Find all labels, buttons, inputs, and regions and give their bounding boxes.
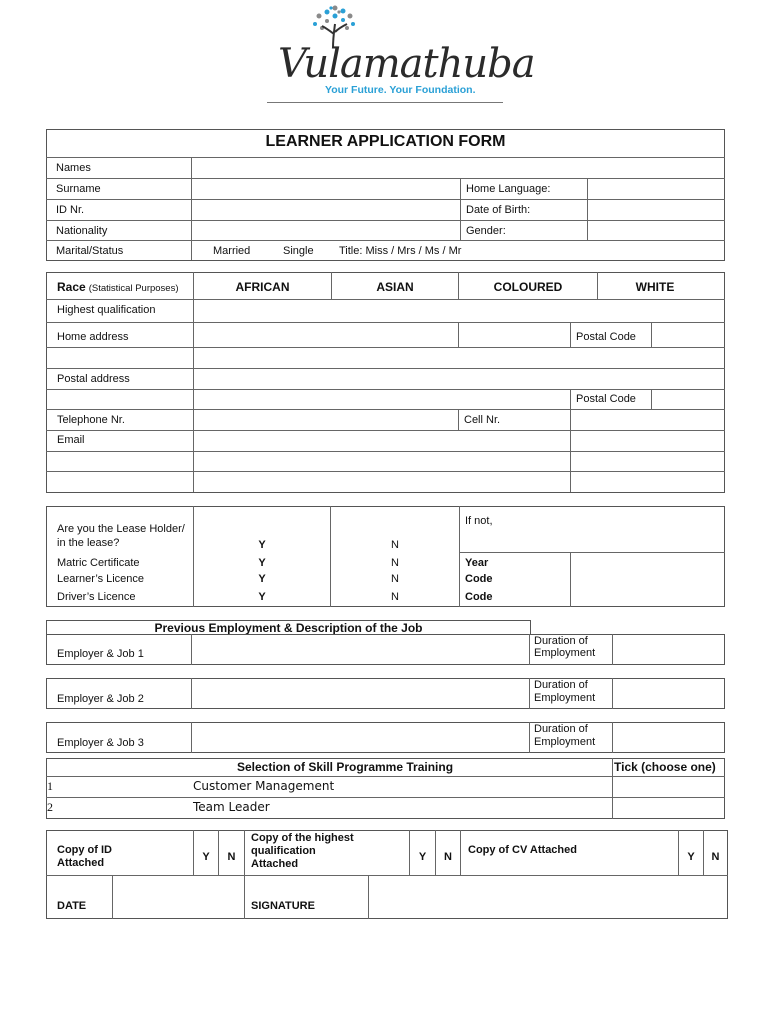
surname-label: Surname (56, 183, 101, 195)
title-options[interactable]: Title: Miss / Mrs / Ms / Mr (339, 245, 462, 257)
single-option[interactable]: Single (283, 245, 314, 257)
learners-licence-label: Learner’s Licence (57, 573, 145, 585)
matric-n[interactable]: N (391, 557, 399, 569)
race-option-coloured[interactable]: COLOURED (493, 280, 563, 294)
telephone-field[interactable] (194, 410, 457, 429)
matric-y[interactable]: Y (258, 557, 266, 569)
telephone-label: Telephone Nr. (57, 414, 125, 426)
duration-2-line1: Duration of (534, 679, 588, 691)
gender-label: Gender: (466, 225, 506, 237)
cell-label: Cell Nr. (464, 414, 501, 426)
duration-2-line2: Employment (534, 692, 596, 704)
nationality-field[interactable] (192, 221, 459, 239)
copy-cv-n[interactable]: N (711, 851, 720, 863)
duration-3-line1: Duration of (534, 723, 588, 735)
names-label: Names (56, 162, 91, 174)
copy-id-n[interactable]: N (227, 851, 236, 863)
skills-heading: Selection of Skill Programme Training (236, 760, 454, 774)
names-field[interactable] (192, 158, 724, 177)
skill-2-tick[interactable] (613, 798, 724, 818)
drivers-y[interactable]: Y (258, 591, 266, 603)
duration-3-field[interactable] (613, 723, 724, 752)
employer-job-3-field[interactable] (192, 723, 528, 752)
skill-1-tick[interactable] (613, 777, 724, 796)
home-language-field[interactable] (588, 179, 724, 198)
drivers-code-label: Code (465, 591, 493, 603)
copy-id-y[interactable]: Y (202, 851, 210, 863)
married-option[interactable]: Married (213, 245, 251, 257)
employer-job-2-field[interactable] (192, 679, 528, 708)
lease-question-line2: in the lease? (57, 537, 120, 549)
cell-field[interactable] (571, 410, 724, 429)
nationality-label: Nationality (56, 225, 108, 237)
matric-year-field[interactable] (571, 553, 724, 569)
year-label: Year (465, 557, 489, 569)
copy-qual-line3: Attached (251, 858, 299, 870)
duration-2-field[interactable] (613, 679, 724, 708)
copy-cv-label: Copy of CV Attached (468, 844, 577, 856)
matric-label: Matric Certificate (57, 557, 140, 569)
home-address-label: Home address (57, 331, 129, 343)
home-language-label: Home Language: (466, 183, 551, 195)
logo-brand: Vulamathuba (278, 41, 535, 87)
surname-field[interactable] (192, 179, 459, 198)
skill-1-number: 1 (47, 779, 53, 793)
signature-label: SIGNATURE (251, 900, 315, 912)
date-of-birth-label: Date of Birth: (466, 204, 531, 216)
postal-address-field[interactable] (194, 369, 724, 388)
logo-tagline: Your Future. Your Foundation. (325, 84, 476, 96)
duration-3-line2: Employment (534, 736, 596, 748)
marital-status-label: Marital/Status (56, 245, 124, 257)
form-title: LEARNER APPLICATION FORM (265, 133, 506, 150)
copy-cv-y[interactable]: Y (687, 851, 695, 863)
skill-1-name: Customer Management (193, 779, 335, 793)
employment-heading: Previous Employment & Description of the Job (154, 621, 423, 635)
gender-field[interactable] (588, 221, 724, 239)
copy-id-line1: Copy of ID (57, 844, 112, 856)
postal-address-label: Postal address (57, 373, 130, 385)
duration-1-line2: Employment (534, 647, 596, 659)
home-postal-code-field[interactable] (652, 323, 724, 346)
copy-qual-n[interactable]: N (444, 851, 452, 863)
postal-postal-code-field[interactable] (652, 390, 724, 408)
skill-2-name: Team Leader (193, 800, 270, 814)
copy-qual-line1: Copy of the highest (251, 832, 354, 844)
date-label: DATE (57, 900, 87, 912)
highest-qualification-field[interactable] (194, 300, 724, 321)
learners-code-label: Code (465, 573, 493, 585)
copy-qual-line2: qualification (251, 845, 316, 857)
skills-tick-heading: Tick (choose one) (614, 760, 716, 774)
race-option-asian[interactable]: ASIAN (376, 280, 414, 294)
home-address-field[interactable] (194, 323, 457, 346)
logo (270, 0, 535, 104)
race-title: Race (57, 280, 86, 294)
lease-y[interactable]: Y (258, 539, 266, 551)
learners-y[interactable]: Y (258, 573, 266, 585)
signature-field[interactable] (369, 876, 727, 918)
email-label: Email (57, 434, 85, 446)
race-option-white[interactable]: WHITE (635, 280, 675, 294)
race-label (57, 281, 179, 294)
email-field[interactable] (194, 431, 569, 450)
postal-code-label-2: Postal Code (576, 393, 636, 405)
highest-qualification-label: Highest qualification (57, 304, 156, 316)
lease-n[interactable]: N (391, 539, 399, 551)
copy-qual-y[interactable]: Y (418, 851, 427, 863)
id-nr-label: ID Nr. (56, 204, 85, 216)
date-field[interactable] (113, 876, 243, 918)
duration-1-line1: Duration of (534, 635, 588, 647)
copy-id-line2: Attached (57, 857, 105, 869)
race-option-african[interactable]: AFRICAN (235, 280, 290, 294)
employer-job-2-label: Employer & Job 2 (57, 693, 144, 705)
learners-n[interactable]: N (391, 573, 399, 585)
postal-code-label-1: Postal Code (576, 331, 636, 343)
employer-job-3-label: Employer & Job 3 (57, 737, 144, 749)
date-of-birth-field[interactable] (588, 200, 724, 219)
id-nr-field[interactable] (192, 200, 459, 219)
race-note: (Statistical Purposes) (88, 283, 179, 294)
skill-2-number: 2 (47, 800, 53, 814)
learners-code-field[interactable] (571, 570, 724, 586)
employer-job-1-label: Employer & Job 1 (57, 648, 144, 660)
drivers-licence-label: Driver’s Licence (57, 591, 136, 603)
duration-1-field[interactable] (613, 635, 724, 664)
if-not-label: If not, (465, 515, 493, 527)
drivers-n[interactable]: N (391, 591, 399, 603)
drivers-code-field[interactable] (571, 588, 724, 605)
lease-question-line1: Are you the Lease Holder/ (57, 523, 185, 535)
logo-underline (267, 102, 503, 103)
employer-job-1-field[interactable] (192, 635, 528, 664)
